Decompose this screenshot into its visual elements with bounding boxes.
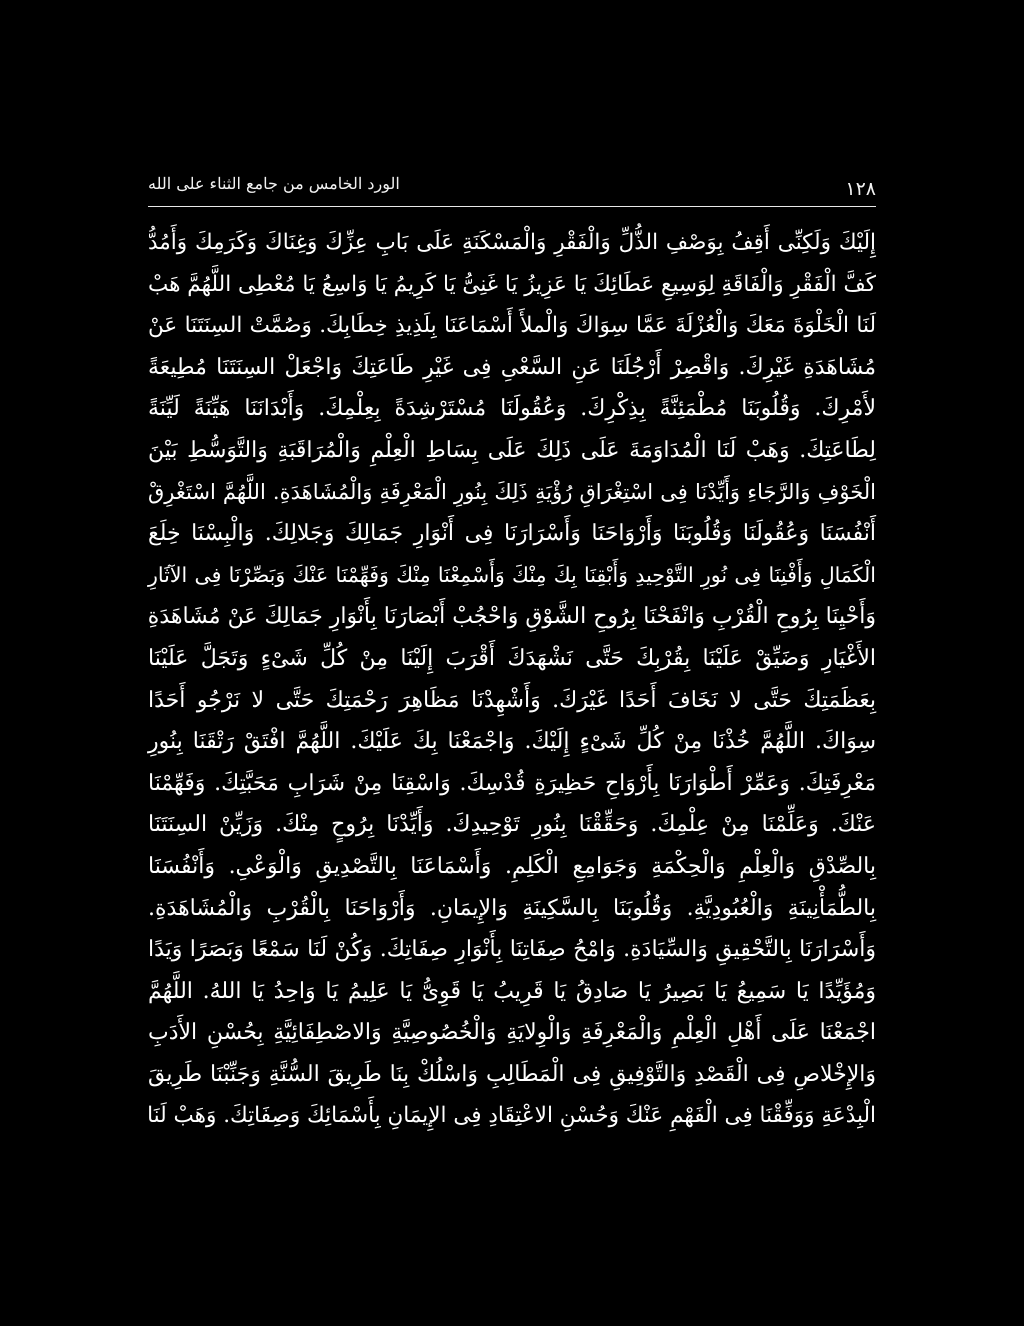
text-line-3: لَنَا الْخَلْوَةَ مَعَكَ وَالْعُزْلَةَ عَمَّا سِوَاكَ وَالْملأَ أَسْمَاعَنَا بِلَذِيذِ خِطَابِكَ. وَصُمَّتْ السِنَتَنَا عَنْ: [148, 313, 876, 339]
body-text: [148, 222, 876, 1137]
text-line-15: عَنْكَ. وَعَلِّمْنَا مِنْ عِلْمِكَ. وَحَقِّقْنَا بِنُورِ تَوْحِيدِكَ. وَأَيِّدْنَا بِرُوحٍ مِنْكَ. وَزَيِّنْ السِنَتَنَا: [148, 812, 876, 838]
text-line-2: كَفَّ الْفَقْرِ وَالْفَاقَةِ لِوَسِيعِ عَطَائِكَ يَا عَزِيزُ يَا غَنِىُّ يَا كَرِيمُ يَا وَاسِعُ يَا مُعْطِى اللَّهُمَّ هَبْ: [148, 271, 876, 297]
text-line-6: لِطَاعَتِكَ. وَهَبْ لَنَا الْمُدَاوَمَةَ عَلَى ذَلِكَ عَلَى بِسَاطِ الْعِلْمِ وَالْمُرَاقَبَةِ وَالتَّوَسُّطِ بَيْنَ: [148, 437, 876, 463]
page-number: ١٢٨: [845, 178, 876, 200]
header-rule: [148, 206, 876, 207]
text-line-13: سِوَاكَ. اللَّهُمَّ خُذْنَا مِنْ كُلِّ شَىْءٍ إِلَيْكَ. وَاجْمَعْنَا بِكَ عَلَيْكَ. اللَّهُمَّ افْتَقْ رَتْقَنَا بِنُورِ: [148, 729, 876, 755]
text-line-16: بِالصِّدْقِ وَالْعِلْمِ وَالْحِكْمَةِ وَجَوَامِعِ الْكَلِمِ. وَأَسْمَاعَنَا بِالتَّصْدِيقِ وَالْوَعْىِ. وَأَنْفُسَنَا: [148, 853, 876, 879]
text-line-9: الْكَمَالِ وَأَفْنِنَا فِى نُورِ التَّوْحِيدِ وَأَبْقِنَا بِكَ مِنْكَ وَأَسْمِعْنَا مِنْكَ وَفَهِّمْنَا عَنْكَ وَبَصِّرْنَا فِى الآثَارِ: [148, 562, 876, 587]
text-line-21: وَالإِخْلاصِ فِى الْقَصْدِ وَالتَّوْفِيقِ فِى الْمَطَالِبِ وَاسْلُكْ بِنَا طَرِيقَ السُّنَّةِ وَجَنِّبْنَا طَرِيقَ: [148, 1061, 876, 1087]
text-line-1: إِلَيْكَ وَلَكِنِّى أَقِفُ بِوَصْفِ الذُّلِّ وَالْفَقْرِ وَالْمَسْكَنَةِ عَلَى بَابِ عِزِّكَ وَغِنَاكَ وَكَرَمِكَ وَأَمُدُّ: [148, 230, 876, 255]
running-title: الورد الخامس من جامع الثناء على الله: [148, 174, 400, 193]
text-line-14: مَعْرِفَتِكَ. وَعَمِّرْ أَطْوَارَنَا بِأَرْوَاحِ حَظِيرَةِ قُدْسِكَ. وَاسْقِنَا مِنْ شَرَابِ مَحَبَّتِكَ. وَفَهِّمْنَا: [148, 770, 876, 796]
text-line-17: بِالطُّمَأْنِينَةِ وَالْعُبُودِيَّةِ. وَقُلُوبَنَا بِالسَّكِينَةِ وَالإِيمَانِ. وَأَرْوَاحَنَا بِالْقُرْبِ وَالْمُشَاهَدَةِ.: [148, 895, 876, 921]
text-line-22: الْبِدْعَةِ وَوَفِّقْنَا فِى الْفَهْمِ عَنْكَ وَحُسْنِ الاعْتِقَادِ فِى الإِيمَانِ بِأَسْمَائِكَ وَصِفَاتِكَ. وَهَبْ لَنَا: [147, 1103, 876, 1129]
text-line-20: اجْمَعْنَا عَلَى أَهْلِ الْعِلْمِ وَالْمَعْرِفَةِ وَالْوِلايَةِ وَالْخُصُوصِيَّةِ وَالاصْطِفَائِيَّةِ بِحُسْنِ الأَدَبِ: [148, 1020, 876, 1046]
text-line-11: الأَغْيَارِ وَضَيِّقْ عَلَيْنَا بِقُرْبِكَ حَتَّى نَشْهَدَكَ أَقْرَبَ إِلَيْنَا مِنْ كُلِّ شَىْءٍ وَتَجَلَّ عَلَيْنَا: [148, 645, 876, 671]
text-line-5: لأَمْرِكَ. وَقُلُوبَنَا مُطْمَئِنَّةً بِذِكْرِكَ. وَعُقُولَنَا مُسْتَرْشِدَةً بِعِلْمِكَ. وَأَبْدَانَنَا هَيِّنَةً لَيِّنَةً: [148, 396, 876, 422]
text-line-4: مُشَاهَدَةِ غَيْرِكَ. وَاقْصِرْ أَرْجُلَنَا عَنِ السَّعْىِ فِى غَيْرِ طَاعَتِكَ وَاجْعَلْ السِنَتَنَا مُطِيعَةً: [148, 354, 876, 380]
text-line-18: وَأَسْرَارَنَا بِالتَّحْقِيقِ وَالسِّيَادَةِ. وَامْحُ صِفَاتِنَا بِأَنْوَارِ صِفَاتِكَ. وَكُنْ لَنَا سَمْعًا وَبَصَرًا وَيَدًا: [148, 937, 877, 963]
page-header: [148, 172, 876, 202]
text-line-19: وَمُؤَيِّدًا يَا سَمِيعُ يَا بَصِيرُ يَا صَادِقُ يَا قَرِيبُ يَا قَوِىُّ يَا عَلِيمُ يَا وَاحِدُ يَا اللهُ. اللَّهُمَّ: [148, 978, 876, 1004]
text-line-10: وَأَحْيِنَا بِرُوحِ الْقُرْبِ وَانْفَحْنَا بِرُوحِ الشَّوْقِ وَاحْجُبْ أَبْصَارَنَا بِأَنْوَارِ جَمَالِكَ عَنْ مُشَاهَدَةِ: [147, 604, 876, 630]
text-line-8: أَنْفُسَنَا وَعُقُولَنَا وَقُلُوبَنَا وَأَرْوَاحَنَا وَأَسْرَارَنَا فِى أَنْوَارِ جَمَالِكَ وَجَلالِكَ. وَالْبِسْنَا خِلَعَ: [148, 521, 876, 547]
text-line-12: بِعَظَمَتِكَ حَتَّى لا نَخَافَ أَحَدًا غَيْرَكَ. وَأَشْهِدْنَا مَظَاهِرَ رَحْمَتِكَ حَتَّى لا نَرْجُو أَحَدًا: [148, 687, 876, 713]
text-line-7: الْخَوْفِ وَالرَّجَاءِ وَأَيِّدْنَا فِى اسْتِغْرَاقِ رُؤْيَةِ ذَلِكَ بِنُورِ الْمَعْرِفَةِ وَالْمُشَاهَدَةِ. اللَّهُمَّ اسْتَغْرِقْ: [148, 479, 876, 504]
